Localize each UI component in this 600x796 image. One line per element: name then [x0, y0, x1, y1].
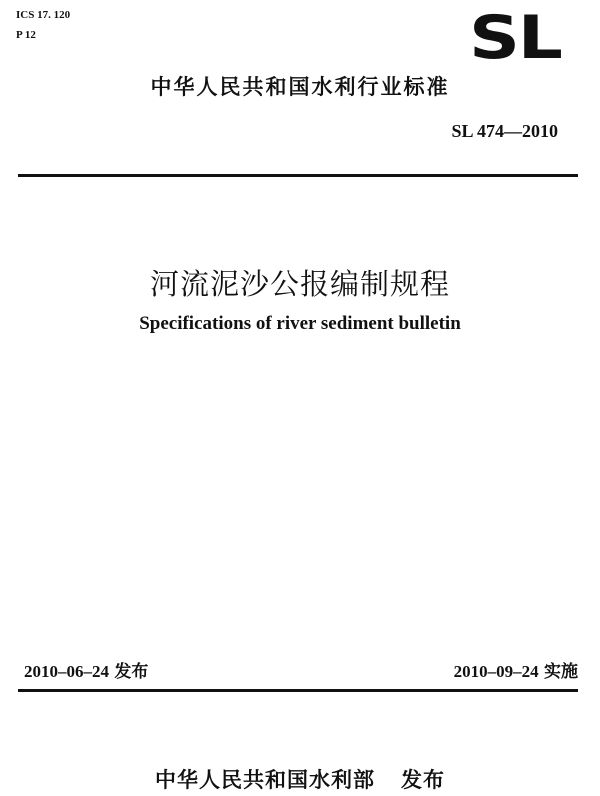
issuer-label: 发布 [401, 768, 445, 792]
document-title-cn: 河流泥沙公报编制规程 [149, 267, 450, 301]
implement-date-line [454, 657, 578, 682]
issuer-line [0, 764, 600, 794]
standard-number: SL 474—2010 [451, 121, 558, 141]
publish-label: 发布 [114, 662, 149, 682]
ics-code: ICS 17. 120 [16, 9, 71, 21]
bottom-divider [18, 689, 578, 692]
publish-date: 2010–06–24 [24, 662, 109, 681]
implement-label: 实施 [544, 662, 578, 682]
implement-date: 2010–09–24 [453, 662, 539, 681]
document-title-en: Specifications of river sediment bulletin [139, 313, 461, 334]
issuer-name: 中华人民共和国水利部 [155, 768, 375, 792]
industry-standard-title: 中华人民共和国水利行业标准 [150, 75, 450, 99]
sl-logo: SL [468, 3, 560, 73]
publish-date-line [24, 657, 148, 682]
p-code: P 12 [16, 29, 36, 41]
top-divider [18, 174, 578, 177]
